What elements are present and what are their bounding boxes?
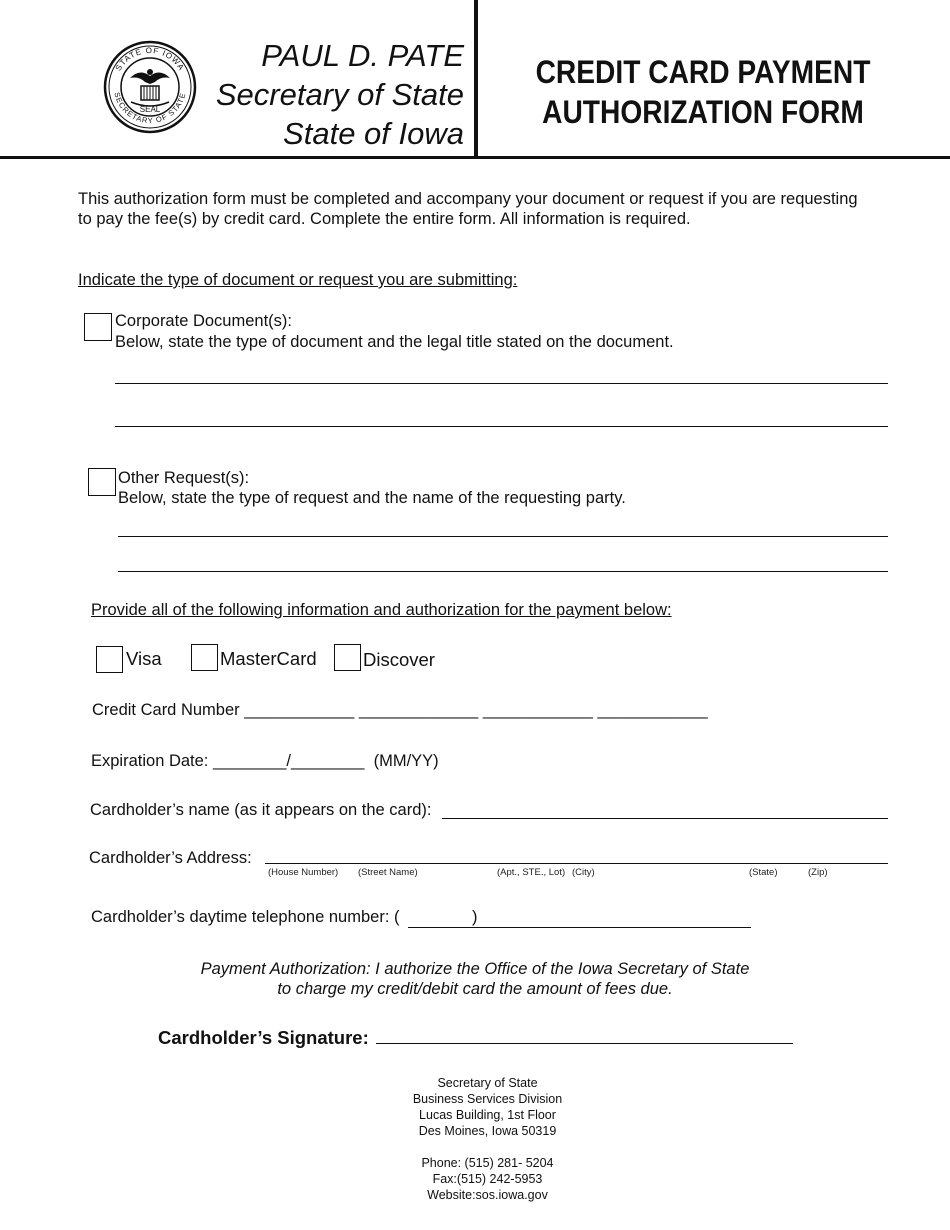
header-vertical-divider xyxy=(474,0,478,157)
official-name: PAUL D. PATE xyxy=(261,38,464,73)
footer-website[interactable]: Website:sos.iowa.gov xyxy=(427,1188,548,1202)
cardholder-name-label: Cardholder’s name (as it appears on the card): xyxy=(90,801,432,819)
intro-paragraph xyxy=(78,189,908,229)
authorization-line-1: Payment Authorization: I authorize the Office of the Iowa Secretary of State xyxy=(200,960,750,978)
caption-city: (City) xyxy=(572,867,595,878)
cardholder-address-field[interactable] xyxy=(265,863,888,864)
authorization-line-2: to charge my credit/debit card the amount of fees due. xyxy=(277,980,673,998)
discover-label: Discover xyxy=(363,649,435,670)
form-title-line-1: CREDIT CARD PAYMENT xyxy=(535,54,871,90)
discover-checkbox[interactable] xyxy=(334,644,361,671)
official-name-block xyxy=(216,36,464,153)
official-title: Secretary of State xyxy=(215,77,464,112)
phone-paren-close: ) xyxy=(472,908,478,926)
card-number-row xyxy=(92,700,708,720)
caption-apt: (Apt., STE., Lot) xyxy=(497,867,566,878)
intro-line-1: This authorization form must be completed and accompany your document or request if you are requesting xyxy=(78,190,858,208)
expiration-label: Expiration Date: xyxy=(91,752,209,770)
other-request-label: Other Request(s): xyxy=(118,469,250,487)
visa-checkbox[interactable] xyxy=(96,646,123,673)
other-request-instruction: Below, state the type of request and the name of the requesting party. xyxy=(118,489,626,507)
corporate-document-line-2[interactable] xyxy=(115,426,888,427)
other-request-checkbox[interactable] xyxy=(88,468,116,496)
corporate-document-instruction: Below, state the type of document and the legal title stated on the document. xyxy=(115,333,674,351)
visa-label: Visa xyxy=(126,648,162,669)
other-request-line-2[interactable] xyxy=(118,571,888,572)
seal-center-text: SEAL xyxy=(139,105,161,114)
footer-line-4: Des Moines, Iowa 50319 xyxy=(418,1124,557,1138)
caption-zip: (Zip) xyxy=(808,867,828,878)
mastercard-label: MasterCard xyxy=(220,648,317,669)
form-title-line-2: AUTHORIZATION FORM xyxy=(542,94,864,130)
corporate-document-line-1[interactable] xyxy=(115,383,888,384)
form-title xyxy=(509,52,898,132)
phone-label: Cardholder’s daytime telephone number: ( xyxy=(91,908,400,926)
intro-line-2: to pay the fee(s) by credit card. Complete the entire form. All information is required. xyxy=(78,210,691,228)
signature-field[interactable] xyxy=(376,1043,793,1044)
expiration-row xyxy=(91,751,439,771)
payment-heading: Provide all of the following information and authorization for the payment below: xyxy=(91,601,672,619)
caption-state: (State) xyxy=(749,867,778,878)
cardholder-address-label: Cardholder’s Address: xyxy=(89,849,252,867)
payment-authorization-text xyxy=(0,959,950,999)
expiration-field[interactable]: ________/________ xyxy=(213,752,365,770)
caption-street-name: (Street Name) xyxy=(358,867,418,878)
phone-field[interactable] xyxy=(408,927,751,928)
mastercard-checkbox[interactable] xyxy=(191,644,218,671)
footer-contact xyxy=(0,1075,950,1203)
official-state: State of Iowa xyxy=(283,116,464,151)
header-horizontal-divider xyxy=(0,156,950,159)
seal-top-text: STATE OF IOWA xyxy=(113,45,187,73)
footer-line-2: Business Services Division xyxy=(412,1092,563,1106)
footer-phone: Phone: (515) 281- 5204 xyxy=(421,1156,554,1170)
corporate-document-label: Corporate Document(s): xyxy=(115,312,292,330)
card-number-label: Credit Card Number xyxy=(92,701,240,719)
corporate-document-checkbox[interactable] xyxy=(84,313,112,341)
footer-line-1: Secretary of State xyxy=(437,1076,538,1090)
card-number-field[interactable]: ____________ _____________ ____________ ____________ xyxy=(244,701,708,719)
signature-label: Cardholder’s Signature: xyxy=(158,1027,369,1048)
caption-house-number: (House Number) xyxy=(268,867,339,878)
cardholder-name-field[interactable] xyxy=(442,818,888,819)
footer-line-3: Lucas Building, 1st Floor xyxy=(419,1108,556,1122)
footer-fax: Fax:(515) 242-5953 xyxy=(432,1172,543,1186)
expiration-format: (MM/YY) xyxy=(373,752,439,770)
seal-bottom-text: SECRETARY OF STATE xyxy=(112,91,188,126)
other-request-line-1[interactable] xyxy=(118,536,888,537)
state-seal xyxy=(103,40,197,134)
document-type-heading: Indicate the type of document or request you are submitting: xyxy=(78,271,518,289)
